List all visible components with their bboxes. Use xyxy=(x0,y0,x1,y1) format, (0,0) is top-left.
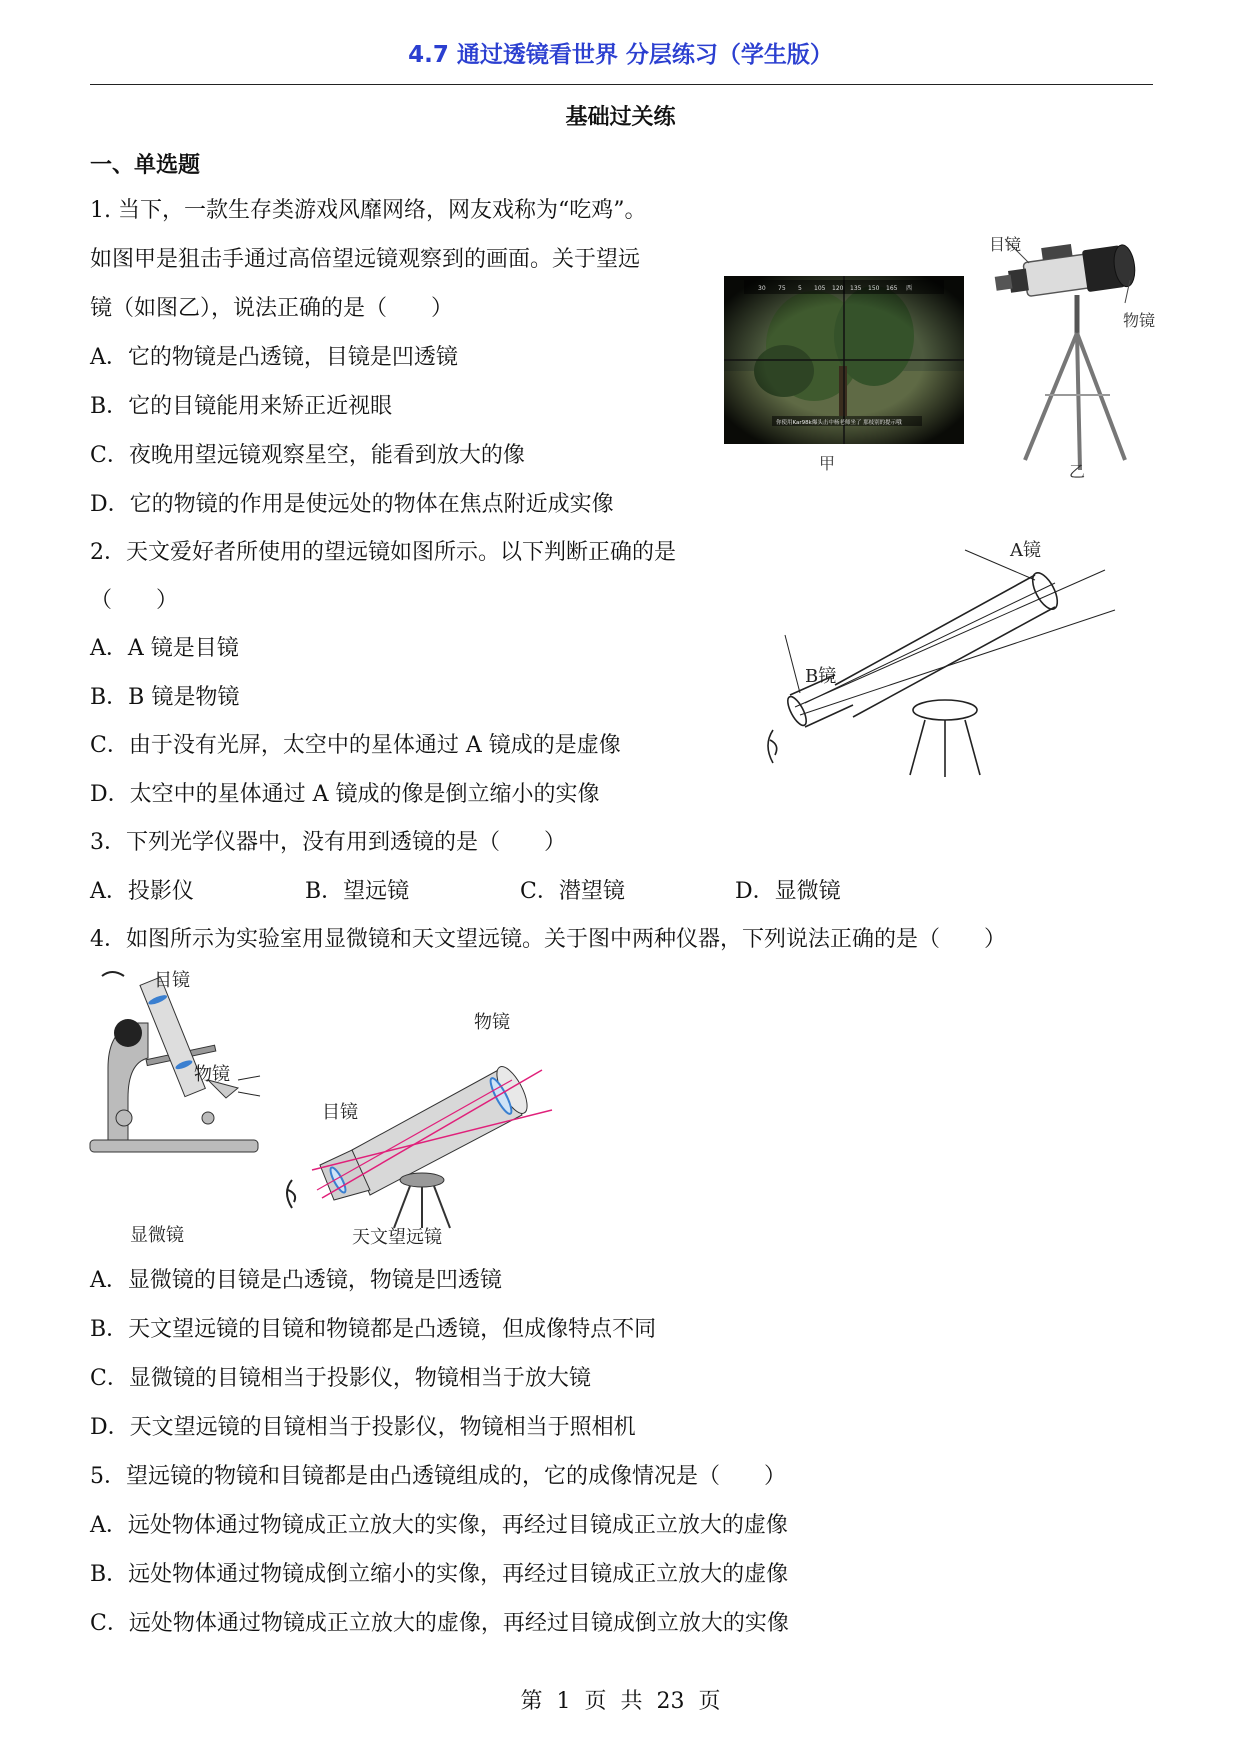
q1-option-b: B．它的目镜能用来矫正近视眼 xyxy=(90,394,393,419)
q2-option-b: B．B 镜是物镜 xyxy=(90,685,240,710)
q2-label-b-lens: B镜 xyxy=(805,666,837,687)
q5-option-c: C．远处物体通过物镜成正立放大的虚像，再经过目镜成倒立放大的实像 xyxy=(90,1611,789,1636)
q4-micro-eyepiece-label: 目镜 xyxy=(154,970,190,991)
svg-text:30: 30 xyxy=(758,285,766,292)
q4-micro-objective-label: 物镜 xyxy=(194,1064,230,1085)
q2-stem-line2: （ ） xyxy=(90,588,179,613)
tele-diagram xyxy=(282,1030,562,1230)
q4-option-d: D．天文望远镜的目镜相当于投影仪，物镜相当于照相机 xyxy=(90,1415,636,1440)
q2-label-a-lens: A镜 xyxy=(1010,540,1041,561)
q4-option-b: B．天文望远镜的目镜和物镜都是凸透镜，但成像特点不同 xyxy=(90,1317,657,1342)
q3-stem: 3．下列光学仪器中，没有用到透镜的是（ ） xyxy=(90,830,566,855)
q4-micro-caption: 显微镜 xyxy=(130,1225,184,1246)
svg-text:5: 5 xyxy=(798,285,802,292)
svg-text:75: 75 xyxy=(778,285,786,292)
q1-option-c: C．夜晚用望远镜观察星空，能看到放大的像 xyxy=(90,443,525,468)
q1-label-jia: 甲 xyxy=(819,454,836,473)
page-number: 第 1 页 共 23 页 xyxy=(520,1689,721,1714)
q4-stem: 4．如图所示为实验室用显微镜和天文望远镜。关于图中两种仪器，下列说法正确的是（ ） xyxy=(90,927,1007,952)
svg-text:165: 165 xyxy=(886,285,898,292)
q5-option-a: A．远处物体通过物镜成正立放大的实像，再经过目镜成正立放大的虚像 xyxy=(90,1513,788,1538)
q1-figure-jia xyxy=(724,276,964,444)
q3-option-c: C．潜望镜 xyxy=(520,879,625,904)
scope-compass-ticks xyxy=(758,284,912,292)
q1-label-yi: 乙 xyxy=(1069,462,1086,481)
header-divider xyxy=(90,84,1153,85)
q1-label-objective: 物镜 xyxy=(1123,311,1156,330)
q1-stem-line3: 镜（如图乙），说法正确的是（ ） xyxy=(90,296,454,321)
q1-label-eyepiece: 目镜 xyxy=(989,235,1022,254)
section-title: 基础过关练 xyxy=(565,104,676,130)
q1-figure-yi xyxy=(985,225,1170,475)
svg-text:135: 135 xyxy=(850,285,862,292)
q1-option-a: A．它的物镜是凸透镜，目镜是凹透镜 xyxy=(90,345,458,370)
q5-option-b: B．远处物体通过物镜成倒立缩小的实像，再经过目镜成正立放大的虚像 xyxy=(90,1562,789,1587)
svg-text:150: 150 xyxy=(868,285,880,292)
page-title: 4.7 通过透镜看世界 分层练习（学生版） xyxy=(408,42,833,68)
microscope-diagram xyxy=(88,968,273,1158)
scope-kill-caption: 你使用Kar98k爆头击中杨老师坐了 那枝别的提示哦 xyxy=(776,420,902,426)
q2-figure-telescope xyxy=(765,535,1125,785)
q1-option-d: D．它的物镜的作用是使远处的物体在焦点附近成实像 xyxy=(90,492,614,517)
q4-tele-eyepiece-label: 目镜 xyxy=(322,1102,358,1123)
question-type-heading: 一、单选题 xyxy=(90,152,201,178)
q4-tele-caption: 天文望远镜 xyxy=(352,1227,442,1248)
q2-option-a: A．A 镜是目镜 xyxy=(90,636,239,661)
q1-stem-line1: 1. 当下，一款生存类游戏风靡网络，网友戏称为“吃鸡”。 xyxy=(90,198,647,223)
q4-option-a: A．显微镜的目镜是凸透镜，物镜是凹透镜 xyxy=(90,1268,502,1293)
svg-text:120: 120 xyxy=(832,285,844,292)
q3-options-row xyxy=(90,877,1090,907)
q3-option-d: D．显微镜 xyxy=(735,879,841,904)
q2-option-d: D．太空中的星体通过 A 镜成的像是倒立缩小的实像 xyxy=(90,782,600,807)
q2-stem-line1: 2．天文爱好者所使用的望远镜如图所示。以下判断正确的是 xyxy=(90,540,676,565)
scope-view-image xyxy=(724,276,964,444)
astronomical-telescope-diagram xyxy=(765,535,1125,785)
svg-text:西: 西 xyxy=(906,285,913,292)
q3-option-a: A．投影仪 xyxy=(90,879,194,904)
q4-option-c: C．显微镜的目镜相当于投影仪，物镜相当于放大镜 xyxy=(90,1366,591,1391)
q3-option-b: B．望远镜 xyxy=(305,879,410,904)
tripod-telescope-image xyxy=(985,225,1170,475)
q1-stem-line2: 如图甲是狙击手通过高倍望远镜观察到的画面。关于望远 xyxy=(90,247,641,272)
q4-figure-microscope xyxy=(88,968,273,1158)
q5-stem: 5．望远镜的物镜和目镜都是由凸透镜组成的，它的成像情况是（ ） xyxy=(90,1464,786,1489)
q2-option-c: C．由于没有光屏，太空中的星体通过 A 镜成的是虚像 xyxy=(90,733,621,758)
q4-tele-objective-label: 物镜 xyxy=(474,1012,510,1033)
svg-text:105: 105 xyxy=(814,285,826,292)
q4-figure-telescope xyxy=(282,1030,562,1230)
